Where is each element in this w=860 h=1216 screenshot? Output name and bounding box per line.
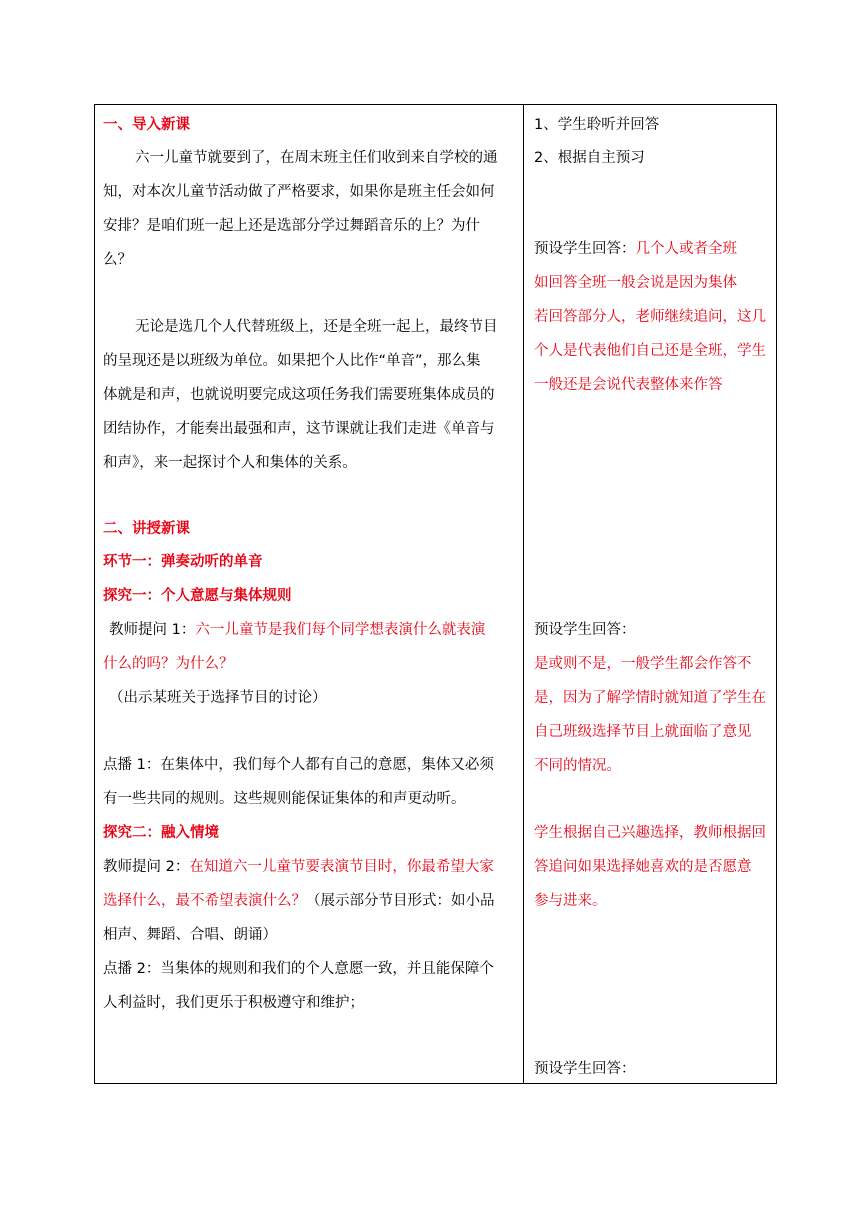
intro-line: 无论是选几个人代替班级上，还是全班一起上，最终节目 — [135, 319, 498, 335]
preset-answer — [534, 239, 737, 259]
intro-line: 么？ — [103, 252, 132, 268]
preset-text: 若回答部分人，老师继续追问，这几 — [534, 309, 766, 325]
question-text: 六一儿童节是我们每个同学想表演什么就表演 — [195, 622, 486, 638]
point-line: 有一些共同的规则。这些规则能保证集体的和声更动听。 — [103, 791, 466, 807]
preset-label: 预设学生回答： — [534, 241, 636, 257]
heading-new-lesson: 二、讲授新课 — [103, 521, 190, 537]
intro-line: 六一儿童节就要到了，在周末班主任们收到来自学校的通 — [135, 150, 498, 166]
preset-label: 预设学生回答： — [534, 622, 636, 638]
question-prefix: 教师提问 2： — [103, 859, 190, 875]
teacher-question-1 — [109, 620, 485, 640]
student-activity: 2、根据自主预习 — [534, 150, 645, 166]
preset-text: 如回答全班一般会说是因为集体 — [534, 275, 737, 291]
question-line — [103, 891, 495, 911]
preset-text: 几个人或者全班 — [635, 241, 737, 257]
explore-heading: 探究二：融入情境 — [103, 825, 219, 841]
question-note: （出示某班关于选择节目的讨论） — [109, 690, 327, 706]
intro-line: 的呈现还是以班级为单位。如果把个人比作“单音”，那么集 — [103, 353, 481, 369]
point-line: 点播 1：在集体中，我们每个人都有自己的意愿，集体又必须 — [103, 757, 494, 773]
intro-line: 知，对本次儿童节活动做了严格要求，如果你是班主任会如何 — [103, 184, 495, 200]
question-note: 相声、舞蹈、合唱、朗诵） — [103, 927, 277, 943]
question-text: 在知道六一儿童节要表演节目时，你最希望大家 — [189, 859, 494, 875]
preset-text: 个人是代表他们自己还是全班，学生 — [534, 343, 766, 359]
question-text: 什么的吗？为什么？ — [103, 656, 234, 672]
interest-text: 参与进来。 — [534, 893, 607, 909]
intro-line: 安排？是咱们班一起上还是选部分学过舞蹈音乐的上？为什 — [103, 218, 480, 234]
heading-import: 一、导入新课 — [103, 117, 190, 133]
point-line: 人利益时，我们更乐于积极遵守和维护； — [103, 995, 364, 1011]
question-note: （展示部分节目形式：如小品 — [306, 893, 495, 909]
question-text: 选择什么，最不希望表演什么？ — [103, 893, 306, 909]
intro-line: 体就是和声，也就说明要完成这项任务我们需要班集体成员的 — [103, 387, 495, 403]
teacher-question-2 — [103, 857, 494, 877]
preset-text: 自己班级选择节目上就面临了意见 — [534, 724, 752, 740]
preset-label: 预设学生回答： — [534, 1061, 636, 1077]
question-prefix: 教师提问 1： — [109, 622, 196, 638]
student-activity: 1、学生聆听并回答 — [534, 117, 660, 133]
intro-line: 团结协作，才能奏出最强和声，这节课就让我们走进《单音与 — [103, 421, 495, 437]
interest-text: 学生根据自己兴趣选择，教师根据回 — [534, 825, 766, 841]
preset-text: 是或则不是，一般学生都会作答不 — [534, 656, 752, 672]
explore-heading: 探究一：个人意愿与集体规则 — [103, 588, 292, 604]
interest-text: 答追问如果选择她喜欢的是否愿意 — [534, 859, 752, 875]
preset-text: 是，因为了解学情时就知道了学生在 — [534, 690, 766, 706]
point-line: 点播 2：当集体的规则和我们的个人意愿一致，并且能保障个 — [103, 961, 494, 977]
preset-text: 不同的情况。 — [534, 758, 621, 774]
intro-line: 和声》，来一起探讨个人和集体的关系。 — [103, 455, 357, 471]
column-divider — [523, 105, 524, 1083]
preset-text: 一般还是会说代表整体来作答 — [534, 377, 723, 393]
section-heading: 环节一：弹奏动听的单音 — [103, 554, 263, 570]
lesson-plan-table — [94, 104, 777, 1084]
